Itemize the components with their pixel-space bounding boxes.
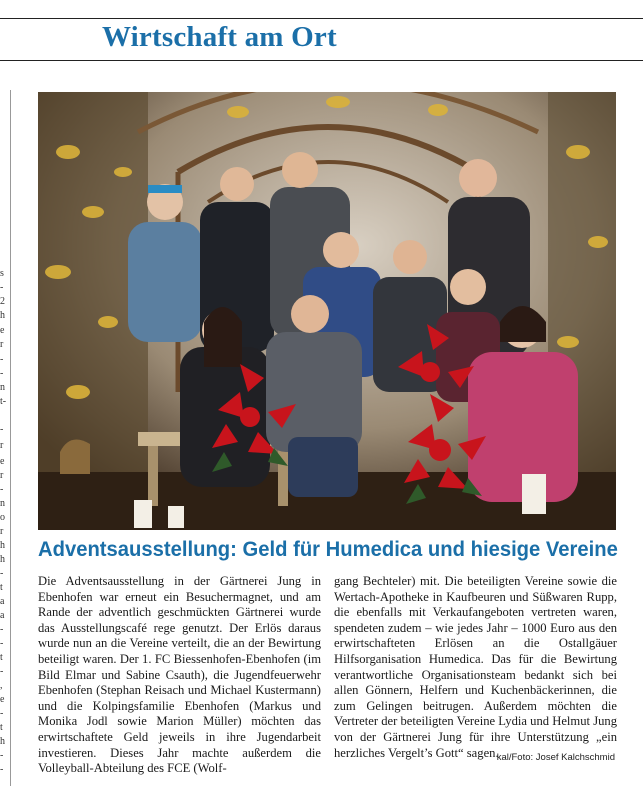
adjacent-column-fragment-text: - (0, 750, 4, 761)
adjacent-column-fragment-text: t (0, 652, 3, 663)
adjacent-column-fragment-text: - (0, 282, 4, 293)
article-body-column-2: gang Bechteler) mit. Die beteiligten Vereine sowie die Wertach-Apotheke in Kaufbeuren und Süßwaren Rupp, die ebenfalls mit Verkaufangeboten vertreten waren, spendeten zudem – wie jedes Jahr – 1000 Euro aus den erwirtschafteten Erlösen an die Ostallgäuer Hilfsorganisation Humedica. Das für die Bewirtung verantwortliche Organisationsteam bedankt sich bei allen Gönnern, Helfern und Kuchenbäckerinnen, die zum Gelingen beitrugen. Außerdem möchten die Vertreter der beteiligten Vereine Lydia und Helmut Jung von der Gärtnerei Jung für ihre Unterstützung „ein herzliches Vergelt’s Gott“ sagen. (334, 574, 617, 760)
adjacent-column-fragment-text: r (0, 440, 4, 451)
adjacent-column-fragment-text: n (0, 382, 5, 393)
top-rule (0, 18, 643, 19)
adjacent-column-fragment (0, 90, 12, 786)
section-rule (0, 60, 643, 61)
adjacent-column-fragment-text: a (0, 610, 5, 621)
adjacent-column-fragment-text: - (0, 424, 4, 435)
adjacent-column-fragment-text: t (0, 722, 3, 733)
adjacent-column-fragment-text: - (0, 368, 4, 379)
adjacent-column-fragment-text: h (0, 540, 5, 551)
adjacent-column-fragment-text: h (0, 736, 5, 747)
adjacent-column-fragment-text: r (0, 470, 4, 481)
adjacent-column-fragment-text: h (0, 310, 5, 321)
adjacent-column-fragment-text: n (0, 498, 5, 509)
article-headline: Adventsausstellung: Geld für Humedica und hiesige Vereine (38, 538, 618, 561)
photo-credit: kal/Foto: Josef Kalchschmid (496, 752, 615, 763)
adjacent-column-fragment-text: e (0, 456, 5, 467)
adjacent-column-fragment-text: , (0, 680, 3, 691)
adjacent-column-fragment-text: - (0, 354, 4, 365)
adjacent-column-fragment-text: a (0, 596, 5, 607)
section-title: Wirtschaft am Ort (102, 21, 337, 53)
adjacent-column-fragment-text: r (0, 339, 4, 350)
adjacent-column-fragment-text: - (0, 764, 4, 775)
adjacent-column-fragment-text: - (0, 666, 4, 677)
column-divider (10, 90, 11, 786)
group-photo-illustration (38, 92, 616, 530)
adjacent-column-fragment-text: - (0, 484, 4, 495)
adjacent-column-fragment-text: e (0, 325, 5, 336)
adjacent-column-fragment-text: - (0, 568, 4, 579)
adjacent-column-fragment-text: e (0, 694, 5, 705)
adjacent-column-fragment-text: h (0, 554, 5, 565)
adjacent-column-fragment-text: - (0, 638, 4, 649)
adjacent-column-fragment-text: r (0, 526, 4, 537)
adjacent-column-fragment-text: - (0, 624, 4, 635)
adjacent-column-fragment-text: 2 (0, 296, 5, 307)
adjacent-column-fragment-text: o (0, 512, 5, 523)
adjacent-column-fragment-text: t- (0, 396, 7, 407)
article-photo (38, 92, 616, 530)
adjacent-column-fragment-text: s (0, 268, 4, 279)
adjacent-column-fragment-text: - (0, 708, 4, 719)
article-body-column-1: Die Adventsausstellung in der Gärtnerei Jung in Ebenhofen war erneut ein Besuchermagnet, und am Rande der adventlich geschmückten Gärtnerei wurde das Ausstellungscafé rege genutzt. Der Erlös daraus wurde nun an die Vereine verteilt, die an der Bewirtung beteiligt waren. Der 1. FC Biessenhofen-Ebenhofen (im Bild Elmar und Sabine Csauth), die Jugendfeuerwehr Ebenhofen (Stephan Reisach und Michael Kustermann) und die Kolpingsfamilie Ebenhofen (Markus und Monika Jodl sowie Marion Müller) möchten das erwirtschaftete Geld jeweils in ihre Jugendarbeit investieren. Dieses Jahr machte außerdem die Volleyball-Abteilung des FCE (Wolf- (38, 574, 321, 776)
adjacent-column-fragment-text: t (0, 582, 3, 593)
